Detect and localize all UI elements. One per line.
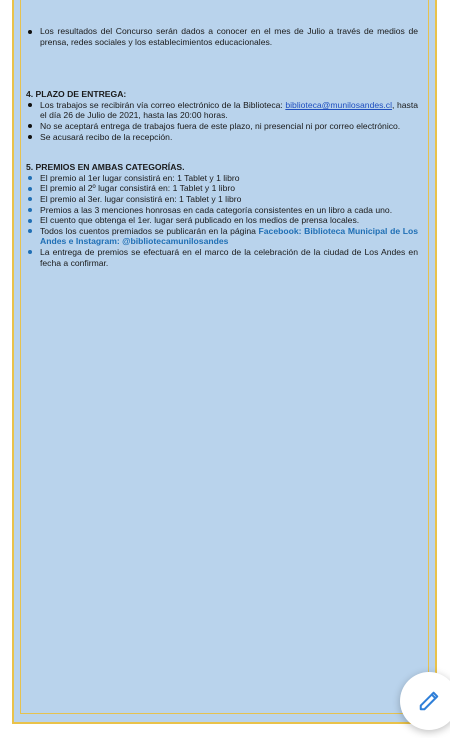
publish-prefix: Todos los cuentos premiados se publicarán en la página — [40, 225, 256, 236]
email-link[interactable]: biblioteca@munilosandes.cl — [285, 99, 393, 110]
prize-item: Premios a las 3 menciones honrosas en cada categoría consistentes en un libro a cada uno. — [26, 205, 418, 216]
social-media-highlight: Facebook: Biblioteca Municipal de Los Andes e Instagram: @bibliotecamunilosandes — [40, 225, 418, 247]
delivery-bullet-3: Se acusará recibo de la recepción. — [26, 132, 418, 143]
section-delivery — [26, 89, 418, 142]
section-results — [26, 26, 418, 47]
delivery-bullet-1 — [26, 100, 418, 121]
edit-fab-button[interactable] — [400, 672, 450, 730]
publish-bullet — [26, 226, 418, 247]
prize-item: El premio al 3er. lugar consistirá en: 1 Tablet y 1 libro — [26, 194, 418, 205]
document-content — [26, 26, 418, 268]
ceremony-bullet: La entrega de premios se efectuará en el marco de la celebración de la ciudad de Los Andes en fecha a confirmar. — [26, 247, 418, 268]
pencil-icon — [418, 690, 440, 712]
section-prizes — [26, 162, 418, 268]
results-bullet: Los resultados del Concurso serán dados a conocer en el mes de Julio a través de medios de prensa, redes sociales y los establecimientos educacionales. — [26, 26, 418, 47]
prize-item: El premio al 2º lugar consistirá en: 1 Tablet y 1 libro — [26, 183, 418, 194]
prize-item: El cuento que obtenga el 1er. lugar será publicado en los medios de prensa locales. — [26, 215, 418, 226]
delivery-bullet-2: No se aceptará entrega de trabajos fuera de este plazo, ni presencial ni por correo electrónico. — [26, 121, 418, 132]
prize-item: El premio al 1er lugar consistirá en: 1 Tablet y 1 libro — [26, 173, 418, 184]
delivery-text-suffix: , hasta el día 26 de Julio de 2021, hasta las 20:00 horas. — [40, 99, 418, 121]
prizes-heading: 5. PREMIOS EN AMBAS CATEGORÍAS. — [26, 162, 185, 173]
delivery-text-prefix: Los trabajos se recibirán vía correo electrónico de la Biblioteca: — [40, 99, 283, 110]
delivery-heading: 4. PLAZO DE ENTREGA: — [26, 89, 127, 100]
